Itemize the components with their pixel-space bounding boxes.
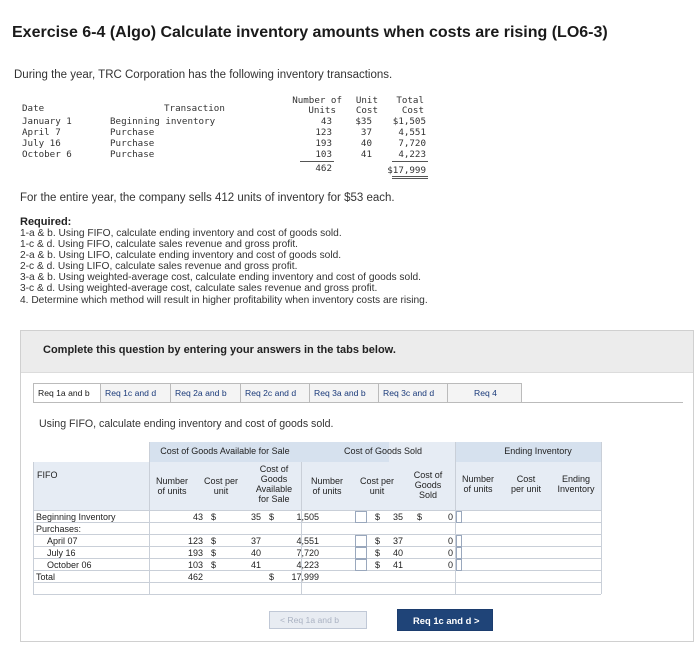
dollar-sign: $ — [269, 512, 275, 522]
dollar-sign: $ — [375, 560, 381, 570]
required-item: 3-a & b. Using weighted-average cost, calculate ending inventory and cost of goods sold. — [20, 272, 421, 284]
grid-line — [33, 546, 601, 547]
fifo-label: FIFO — [37, 470, 58, 480]
col-end-inventory: Ending — [561, 474, 591, 484]
row-date: October 6 — [22, 149, 72, 160]
col-cogs: Sold — [418, 490, 437, 500]
dollar-sign: $ — [211, 548, 217, 558]
col-cogs: Cost of — [413, 470, 443, 480]
col-cogafs: for Sale — [258, 494, 290, 504]
col-cogafs: Available — [255, 484, 293, 494]
dollar-sign: $ — [375, 536, 381, 546]
row-unit-cost: 37 — [360, 127, 372, 138]
row-total-cost: 4,551 — [398, 127, 426, 138]
dollar-sign: $ — [375, 512, 381, 522]
sold-units-input-october[interactable] — [355, 559, 367, 571]
jul-units: 193 — [187, 548, 203, 558]
tab-req-2c-d[interactable]: Req 2c and d — [240, 383, 309, 403]
sold-units-input-july[interactable] — [355, 547, 367, 559]
tab-req-4[interactable]: Req 4 — [447, 383, 522, 403]
required-item: 1-a & b. Using FIFO, calculate ending inventory and cost of goods sold. — [20, 228, 342, 239]
oct-cogs: 0 — [447, 560, 453, 570]
tab-req-1a-b[interactable]: Req 1a and b — [33, 383, 100, 403]
row-label-total: Total — [36, 572, 56, 582]
beg-cost: 35 — [250, 512, 261, 522]
grid-line — [33, 594, 601, 595]
end-units-input-beginning[interactable] — [456, 511, 462, 523]
row-unit-cost: 41 — [360, 149, 372, 160]
beg-units: 43 — [192, 512, 203, 522]
col-units-2: Units — [308, 105, 336, 116]
cost-underline — [392, 161, 428, 162]
apr-sold-cost: 37 — [392, 536, 403, 546]
col-end-inventory: Inventory — [557, 484, 595, 494]
col-sold-units: of units — [312, 486, 342, 496]
group-available: Cost of Goods Available for Sale — [160, 446, 290, 456]
tab-req-3c-d[interactable]: Req 3c and d — [378, 383, 447, 403]
instructions-text: Complete this question by entering your answers in the tabs below. — [43, 344, 396, 356]
row-total-cost: 4,223 — [398, 149, 426, 160]
row-transaction: Purchase — [110, 127, 155, 138]
total-double-line-2 — [392, 178, 428, 179]
grid-line — [33, 534, 601, 535]
row-date: January 1 — [22, 116, 72, 127]
jul-sold-cost: 40 — [392, 548, 403, 558]
col-end-cost: per unit — [510, 484, 542, 494]
jul-cost: 40 — [250, 548, 261, 558]
row-units: 43 — [320, 116, 332, 127]
grid-line — [33, 582, 601, 583]
col-sold-units: Number — [310, 476, 343, 486]
dollar-sign: $ — [211, 560, 217, 570]
requirement-tabs — [33, 383, 522, 403]
oct-cost: 41 — [250, 560, 261, 570]
row-label-october: October 06 — [47, 560, 92, 570]
col-cogafs: Cost of — [259, 464, 289, 474]
col-cogafs: Goods — [260, 474, 288, 484]
beg-total: 1,505 — [296, 512, 319, 522]
required-item: 2-a & b. Using LIFO, calculate ending inventory and cost of goods sold. — [20, 250, 342, 262]
required-item: 1-c & d. Using FIFO, calculate sales revenue and gross profit. — [20, 239, 299, 251]
grid-line — [33, 462, 34, 594]
grid-line — [33, 522, 601, 523]
col-sold-cost: Cost per — [359, 476, 394, 486]
jul-cogs: 0 — [447, 548, 453, 558]
required-heading: Required: — [20, 216, 72, 228]
tab-instruction: Using FIFO, calculate ending inventory and cost of goods sold. — [39, 418, 334, 430]
required-item: 3-c & d. Using weighted-average cost, calculate sales revenue and gross profit. — [20, 283, 378, 295]
required-item: 4. Determine which method will result in higher profitability when inventory costs are rising. — [20, 294, 428, 306]
beg-sold-cost: 35 — [392, 512, 403, 522]
grid-line — [33, 558, 601, 559]
oct-units: 103 — [187, 560, 203, 570]
grid-line — [601, 442, 602, 594]
col-end-cost: Cost — [516, 474, 536, 484]
sales-text: For the entire year, the company sells 412 units of inventory for $53 each. — [20, 192, 395, 204]
instructions-bar — [21, 331, 693, 373]
row-transaction: Beginning inventory — [110, 116, 216, 127]
end-units-input-july[interactable] — [456, 547, 462, 559]
row-date: April 7 — [22, 127, 61, 138]
tab-req-2a-b[interactable]: Req 2a and b — [170, 383, 240, 403]
next-tab-button[interactable]: Req 1c and d > — [397, 609, 493, 631]
row-transaction: Purchase — [110, 138, 155, 149]
col-total-cost-1: Total — [396, 95, 424, 106]
dollar-sign: $ — [417, 512, 423, 522]
required-list — [20, 228, 428, 306]
col-end-units: Number — [461, 474, 494, 484]
grid-line — [149, 442, 150, 594]
oct-total: 4,223 — [296, 560, 319, 570]
row-label-purchases: Purchases: — [36, 524, 82, 534]
page-title: Exercise 6-4 (Algo) Calculate inventory amounts when costs are rising (LO6-3) — [12, 24, 608, 41]
apr-cost: 37 — [250, 536, 261, 546]
col-total-cost-2: Cost — [401, 105, 424, 116]
col-cost-per-unit: Cost per — [203, 476, 238, 486]
sold-units-input-april[interactable] — [355, 535, 367, 547]
row-label-july: July 16 — [47, 548, 76, 558]
row-label-april: April 07 — [47, 536, 78, 546]
col-number-units: of units — [157, 486, 187, 496]
row-date: July 16 — [22, 138, 61, 149]
total-cost: $17,999 — [387, 165, 426, 176]
row-units: 123 — [315, 127, 332, 138]
row-units: 103 — [315, 149, 332, 160]
dollar-sign: $ — [211, 512, 217, 522]
row-unit-cost: $35 — [355, 116, 372, 127]
grid-line — [33, 510, 601, 511]
tab-divider — [33, 402, 683, 403]
col-end-units: of units — [463, 484, 493, 494]
col-cost-per-unit: unit — [213, 486, 229, 496]
col-date: Date — [22, 103, 45, 114]
apr-units: 123 — [187, 536, 203, 546]
group-sold: Cost of Goods Sold — [343, 446, 423, 456]
row-transaction: Purchase — [110, 149, 155, 160]
prev-tab-button[interactable]: < Req 1a and b — [269, 611, 367, 629]
end-units-input-april[interactable] — [456, 535, 462, 547]
dollar-sign: $ — [269, 572, 275, 582]
dollar-sign: $ — [375, 548, 381, 558]
tab-req-1c-d[interactable]: Req 1c and d — [100, 383, 170, 403]
row-label-beginning: Beginning Inventory — [36, 512, 116, 522]
apr-cogs: 0 — [447, 536, 453, 546]
answer-panel — [20, 330, 694, 642]
jul-total: 7,720 — [296, 548, 319, 558]
col-unit-cost-2: Cost — [355, 105, 378, 116]
col-number-units: Number — [155, 476, 188, 486]
dollar-sign: $ — [211, 536, 217, 546]
tab-req-3a-b[interactable]: Req 3a and b — [309, 383, 378, 403]
units-underline — [300, 161, 334, 162]
group-ending: Ending Inventory — [504, 446, 572, 456]
row-total-cost: 7,720 — [398, 138, 426, 149]
apr-total: 4,551 — [296, 536, 319, 546]
intro-text: During the year, TRC Corporation has the following inventory transactions. — [14, 69, 393, 81]
col-units-1: Number of — [292, 95, 342, 106]
required-item: 2-c & d. Using LIFO, calculate sales revenue and gross profit. — [20, 261, 298, 273]
beg-cogs: 0 — [447, 512, 453, 522]
sold-units-input-beginning[interactable] — [355, 511, 367, 523]
col-cogs: Goods — [414, 480, 442, 490]
col-unit-cost-1: Unit — [355, 95, 378, 106]
oct-sold-cost: 41 — [392, 560, 403, 570]
grid-line — [33, 570, 601, 571]
row-total-cost: $1,505 — [392, 116, 426, 127]
row-unit-cost: 40 — [360, 138, 372, 149]
total-units: 462 — [315, 163, 332, 174]
total-units: 462 — [187, 572, 203, 582]
end-units-input-october[interactable] — [456, 559, 462, 571]
row-units: 193 — [315, 138, 332, 149]
col-transaction: Transaction — [164, 103, 225, 114]
col-sold-cost: unit — [369, 486, 385, 496]
total-cogafs: 17,999 — [291, 572, 319, 582]
total-double-line-1 — [392, 176, 428, 177]
